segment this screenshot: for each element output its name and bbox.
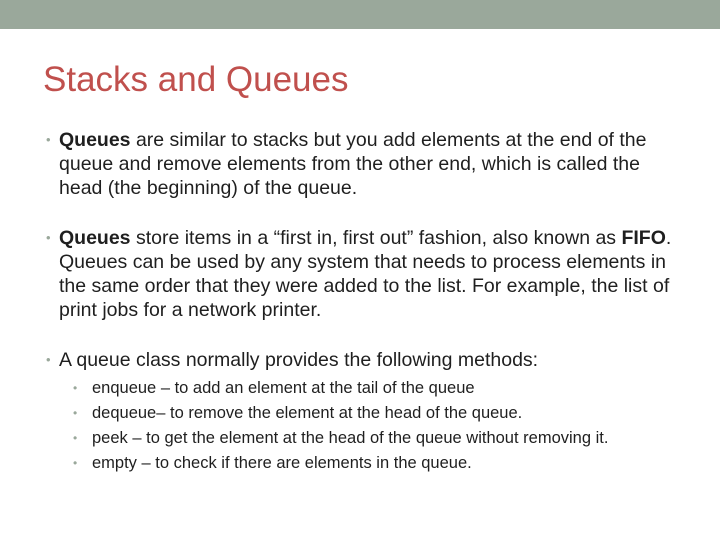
bullet-text: store items in a “first in, first out” fashion, also known as [130,227,622,249]
bullet-queues-definition [46,128,686,200]
method-peek [73,426,686,451]
method-text: empty – to check if there are elements in the queue. [92,454,472,472]
bullet-text: are similar to stacks but you add elements at the end of the queue and remove elements from the other end, which is called the head (the beginning) of the queue. [59,129,647,199]
sub-bullet-marker: • [73,456,78,470]
bullet-queue-methods [46,348,686,476]
bullet-text: A queue class normally provides the following methods: [59,349,539,371]
top-accent-band [0,0,720,29]
bullet-keyword-fifo: FIFO [621,227,666,249]
slide-content [46,128,686,476]
methods-list [73,376,686,476]
method-text: peek – to get the element at the head of the queue without removing it. [92,429,609,447]
method-text: enqueue – to add an element at the tail of the queue [92,379,475,397]
slide-title: Stacks and Queues [43,60,349,99]
method-text: dequeue– to remove the element at the head of the queue. [92,404,523,422]
bullet-marker: • [46,352,51,367]
bullet-queues-fifo [46,226,686,322]
method-enqueue [73,376,686,401]
bullet-text: . Queues can be used by any system that needs to process elements in the same order that they were added to the list. For example, the list of print jobs for a network printer. [59,227,672,321]
sub-bullet-marker: • [73,431,78,445]
bullet-marker: • [46,132,51,147]
method-dequeue [73,401,686,426]
bullet-keyword: Queues [59,227,131,249]
sub-bullet-marker: • [73,406,78,420]
sub-bullet-marker: • [73,381,78,395]
bullet-marker: • [46,230,51,245]
bullet-keyword: Queues [59,129,131,151]
method-empty [73,451,686,476]
